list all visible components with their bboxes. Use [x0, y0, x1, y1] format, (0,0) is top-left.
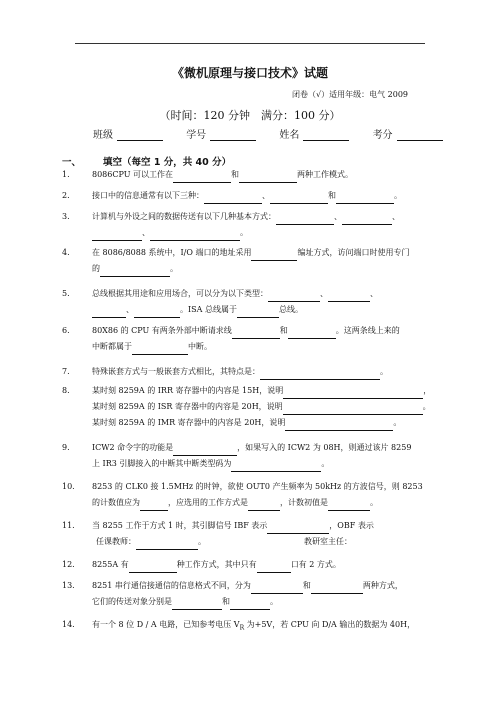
name-label: 姓名: [279, 130, 300, 141]
answer-blank[interactable]: [140, 500, 168, 511]
answer-blank[interactable]: [134, 307, 180, 318]
question-13: 13. 8251 串行通信接通信的信息格式不同，分为 和 两种方式， 它们的传送对象分别是 和 。: [62, 578, 432, 610]
answer-blank[interactable]: [204, 193, 262, 204]
answer-blank[interactable]: [251, 583, 303, 594]
answer-blank[interactable]: [132, 344, 188, 355]
answer-blank[interactable]: [172, 599, 222, 610]
score-field[interactable]: [397, 131, 443, 141]
answer-blank[interactable]: [232, 328, 280, 339]
student-id-field[interactable]: [210, 131, 256, 141]
answer-blank[interactable]: [285, 420, 393, 431]
answer-blank[interactable]: [150, 230, 240, 241]
question-6: 6. 80X86 的 CPU 有两条外部中断请求线 和 。这两条线上来的 中断都属于 中断。: [62, 323, 432, 355]
section-title: 填空（每空 1 分，共 40 分）: [103, 157, 232, 168]
exam-meta: 闭卷（√）适用年级：电气 2009: [292, 90, 408, 99]
answer-blank[interactable]: [251, 250, 297, 261]
exam-time: （时间：120 分钟 满分：100 分）: [159, 109, 341, 122]
answer-blank[interactable]: [288, 328, 336, 339]
section-number: 一、: [62, 157, 82, 168]
answer-blank[interactable]: [270, 193, 328, 204]
question-7: 7. 特殊嵌套方式与一般嵌套方式相比，其特点是： 。: [62, 364, 432, 380]
answer-blank[interactable]: [260, 369, 380, 380]
answer-blank[interactable]: [92, 307, 126, 318]
answer-blank[interactable]: [136, 539, 198, 550]
answer-blank[interactable]: [129, 562, 177, 573]
question-8: 8. 某时刻 8259A 的 IRR 寄存器中的内容是 15H，说明 ， 某时刻 8259A 的 ISR 寄存器中的内容是 20H，说明 。 某时刻 8259A 的 IMR 寄存器中的内容是 20H，说明 。: [62, 383, 432, 431]
answer-blank[interactable]: [173, 445, 237, 456]
answer-blank[interactable]: [283, 404, 423, 415]
question-10: 10. 8253 的 CLK0 接 1.5MHz 的时钟，欲使 OUT0 产生频率为 50kHz 的方波信号，则 8253 的计数值应为 ，应选用的工作方式是 ，计数初值是 。: [62, 479, 432, 511]
answer-blank[interactable]: [257, 562, 291, 573]
question-11: 11. 当 8255 工作于方式 1 时，其引脚信号 IBF 表示 ，OBF 表示 任课教师： 。 教研室主任：: [62, 518, 432, 550]
question-12: 12. 8255A 有 种工作方式，其中只有 口有 2 方式。: [62, 557, 432, 573]
header-rule: [75, 43, 425, 44]
name-field[interactable]: [303, 131, 349, 141]
question-3: 3. 计算机与外设之间的数据传送有以下几种基本方式： 、 、 、 。: [62, 209, 432, 241]
student-id-label: 学号: [186, 130, 207, 141]
answer-blank[interactable]: [92, 230, 142, 241]
question-14: 14. 有一个 8 位 D / A 电路，已知参考电压 $V_R$ 为+5V，若 CPU 向 D/A 输出的数据为 40H，: [62, 620, 416, 632]
answer-blank[interactable]: [267, 523, 329, 534]
class-label: 班级: [93, 130, 113, 141]
answer-blank[interactable]: [283, 388, 423, 399]
question-2: 2. 接口中的信息通常有以下三种： 、 和 。: [62, 188, 432, 204]
answer-blank[interactable]: [276, 214, 334, 225]
answer-blank[interactable]: [342, 214, 392, 225]
answer-blank[interactable]: [328, 500, 370, 511]
answer-blank[interactable]: [231, 461, 321, 472]
exam-title: 《微机原理与接口技术》试题: [171, 66, 328, 80]
answer-blank[interactable]: [336, 193, 394, 204]
answer-blank[interactable]: [239, 172, 297, 183]
answer-blank[interactable]: [248, 500, 280, 511]
section-heading: [62, 154, 231, 168]
answer-blank[interactable]: [173, 172, 231, 183]
question-1: 1. 8086CPU 可以工作在 和 两种工作模式。: [62, 167, 432, 183]
class-field[interactable]: [117, 131, 163, 141]
answer-blank[interactable]: [328, 291, 370, 302]
answer-blank[interactable]: [268, 291, 320, 302]
question-4: 4. 在 8086/8088 系统中，I/O 端口的地址采用 编址方式，访问端口时使用专门 的 。: [62, 245, 432, 277]
answer-blank[interactable]: [100, 266, 170, 277]
answer-blank[interactable]: [230, 599, 270, 610]
score-label: 考分: [372, 130, 393, 141]
answer-blank[interactable]: [311, 583, 363, 594]
answer-blank[interactable]: [237, 307, 279, 318]
student-info-row: [93, 126, 463, 141]
question-9: 9. ICW2 命令字的功能是 ，如果写入的 ICW2 为 08H，则通过该片 8259 上 IR3 引脚接入的中断其中断类型码为 。: [62, 440, 432, 472]
question-5: 5. 总线根据其用途和应用场合，可以分为以下类型： 、 、 、 。ISA 总线属于 总线。: [62, 286, 432, 318]
